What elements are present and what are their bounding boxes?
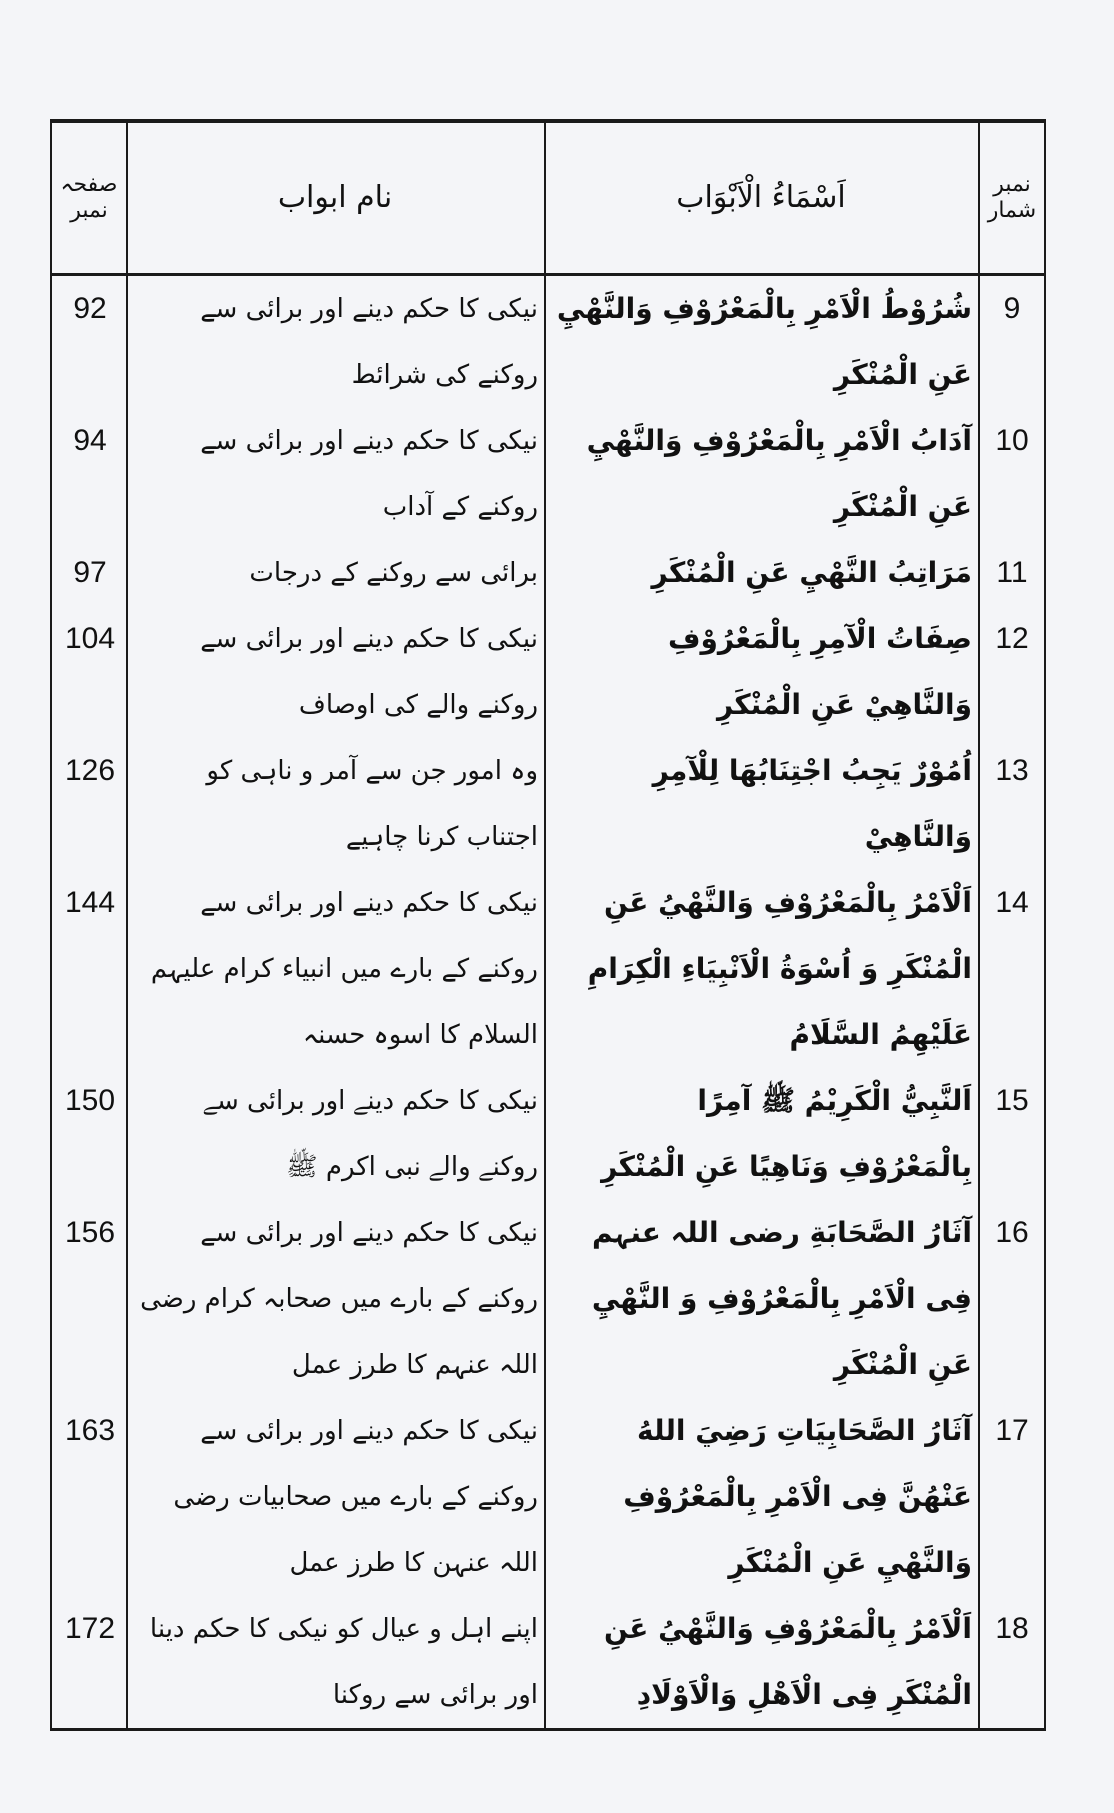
table-row (52, 408, 1044, 540)
urdu-title: نیکی کا حکم دینے اور برائی سے روکنے کے آداب (200, 426, 538, 522)
page-number: 126 (64, 754, 116, 787)
urdu-title: نیکی کا حکم دینے اور برائی سے روکنے والے نبی اکرم ﷺ (203, 1086, 538, 1182)
table-row (52, 738, 1044, 870)
table-row (52, 276, 1044, 408)
serial-number: 18 (995, 1612, 1029, 1645)
urdu-title: نیکی کا حکم دینے اور برائی سے روکنے کے بارے میں صحابیات رضی اللہ عنہن کا طرز عمل (173, 1416, 538, 1578)
arabic-title: اَلْاَمْرُ بِالْمَعْرُوْفِ وَالنَّهْيُ عَنِ الْمُنْكَرِ وَ اُسْوَةُ الْاَنْبِيَاءِ الْكِرَامِ عَلَيْهِمُ السَّلَامُ (587, 886, 972, 1051)
serial-number: 17 (995, 1414, 1029, 1447)
table-row (52, 1200, 1044, 1398)
arabic-title: آدَابُ الْاَمْرِ بِالْمَعْرُوْفِ وَالنَّهْيِ عَنِ الْمُنْكَرِ (586, 424, 972, 523)
serial-number: 12 (995, 622, 1029, 655)
arabic-title: آثَارُ الصَّحَابِيَاتِ رَضِيَ اللهُ عَنْهُنَّ فِی الْاَمْرِ بِالْمَعْرُوْفِ وَالنَّهْيِ عَنِ الْمُنْكَرِ (623, 1414, 972, 1579)
page-number: 144 (64, 886, 116, 919)
header-serial: نمبر شمار (987, 171, 1037, 223)
table-row (52, 540, 1044, 606)
urdu-title: نیکی کا حکم دینے اور برائی سے روکنے والے کی اوصاف (200, 624, 538, 720)
urdu-title: نیکی کا حکم دینے اور برائی سے روکنے کے بارے میں صحابہ کرام رضی اللہ عنہم کا طرز عمل (140, 1218, 538, 1380)
urdu-title: نیکی کا حکم دینے اور برائی سے روکنے کے بارے میں انبیاء کرام علیہم السلام کا اسوہ حسنہ (150, 888, 538, 1050)
header-arabic-titles: اَسْمَاءُ الْاَبْوَاب (676, 180, 846, 215)
arabic-title: اَلْاَمْرُ بِالْمَعْرُوْفِ وَالنَّهْيُ عَنِ الْمُنْكَرِ فِی الْاَهْلِ وَالْاَوْلَادِ (604, 1612, 972, 1711)
serial-number: 10 (995, 424, 1029, 457)
arabic-title: آثَارُ الصَّحَابَةِ رضی اللہ عنہم فِی الْاَمْرِ بِالْمَعْرُوْفِ وَ النَّهْيِ عَنِ الْمُنْكَرِ (591, 1216, 972, 1381)
table-row (52, 1596, 1044, 1728)
arabic-title: اَلنَّبِيُّ الْكَرِيْمُ ﷺ آمِرًا بِالْمَعْرُوْفِ وَنَاهِيًا عَنِ الْمُنْكَرِ (601, 1084, 972, 1183)
serial-number: 14 (995, 886, 1029, 919)
serial-number: 15 (995, 1084, 1029, 1117)
urdu-title: وہ امور جن سے آمر و ناہی کو اجتناب کرنا چاہیے (206, 756, 538, 852)
serial-number: 13 (995, 754, 1029, 787)
page-number: 163 (64, 1414, 116, 1447)
arabic-title: صِفَاتُ الْآمِرِ بِالْمَعْرُوْفِ وَالنَّاهِيْ عَنِ الْمُنْكَرِ (667, 622, 972, 721)
arabic-title: شُرُوْطُ الْاَمْرِ بِالْمَعْرُوْفِ وَالنَّهْيِ عَنِ الْمُنْكَرِ (556, 292, 972, 391)
arabic-title: مَرَاتِبُ النَّهْيِ عَنِ الْمُنْكَرِ (651, 556, 972, 589)
header-page: صفحہ نمبر (60, 171, 118, 223)
page-number: 150 (64, 1084, 116, 1117)
serial-number: 9 (1003, 292, 1021, 325)
page-number: 156 (64, 1216, 116, 1249)
urdu-title: نیکی کا حکم دینے اور برائی سے روکنے کی شرائط (200, 294, 538, 390)
page-number: 94 (73, 424, 107, 457)
serial-number: 16 (995, 1216, 1029, 1249)
page-number: 97 (73, 556, 107, 589)
urdu-title: برائی سے روکنے کے درجات (249, 558, 538, 588)
serial-number: 11 (996, 556, 1028, 589)
page-number: 172 (64, 1612, 116, 1645)
page-number: 92 (73, 292, 107, 325)
table-row (52, 1398, 1044, 1596)
page-number: 104 (64, 622, 116, 655)
contents-table (50, 119, 1046, 1731)
table-row (52, 870, 1044, 1068)
table-row (52, 606, 1044, 738)
arabic-title: اُمُوْرٌ يَجِبُ اجْتِنَابُهَا لِلْآمِرِ وَالنَّاهِيْ (652, 754, 972, 853)
table-body (52, 276, 1044, 1728)
table-header (52, 123, 1044, 276)
table-row (52, 1068, 1044, 1200)
header-urdu-titles: نام ابواب (277, 180, 393, 215)
urdu-title: اپنے اہل و عیال کو نیکی کا حکم دینا اور برائی سے روکنا (149, 1614, 538, 1710)
